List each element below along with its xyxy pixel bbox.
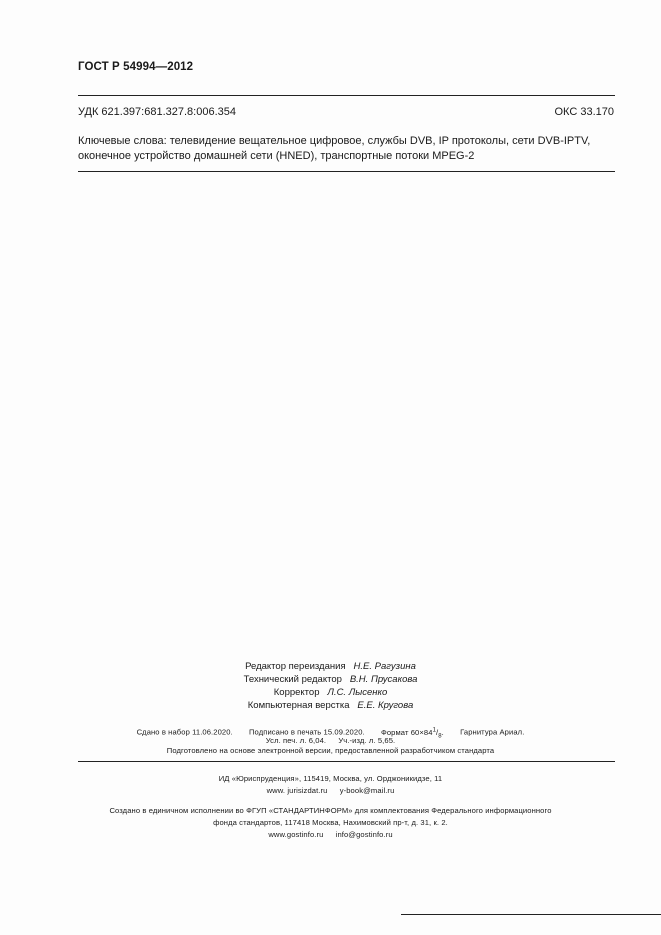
imprint-set-date: Сдано в набор 11.06.2020. <box>136 727 233 737</box>
standard-number: ГОСТ Р 54994—2012 <box>78 61 194 73</box>
credit-name: Н.Е. Рагузина <box>353 661 416 672</box>
producer-line-2: фонда стандартов, 117418 Москва, Нахимовский пр-т, д. 31, к. 2. <box>213 818 448 827</box>
imprint-pub-sheets: Уч.-изд. л. 5,65. <box>338 736 396 745</box>
producer-site-link[interactable]: www.gostinfo.ru <box>268 830 324 839</box>
credits-editor <box>0 660 661 673</box>
imprint-divider <box>78 761 615 762</box>
credits-tech-editor <box>0 673 661 686</box>
keywords-divider <box>78 171 615 172</box>
producer-line-1: Создано в единичном исполнении во ФГУП «СТАНДАРТИНФОРМ» для комплектования Федерального информационного <box>109 806 552 815</box>
credit-role: Редактор переиздания <box>245 661 346 672</box>
header-divider <box>78 95 615 96</box>
credit-role: Технический редактор <box>243 674 342 685</box>
publisher-site-link[interactable]: www. jurisizdat.ru <box>266 786 328 795</box>
credits-corrector <box>0 686 661 699</box>
credit-name: Е.Е. Кругова <box>357 700 414 711</box>
imprint-format: Формат $60\times 84^1/_8$. <box>380 727 444 740</box>
keywords-line-1: Ключевые слова: телевидение вещательное цифровое, службы DVB, IP протоколы, сети DVB-IPTV, <box>78 135 591 147</box>
producer-contacts <box>0 828 661 841</box>
oks-code: ОКС 33.170 <box>554 106 614 118</box>
imprint-prepared: Подготовлено на основе электронной версии, предоставленной разработчиком стандарта <box>166 746 495 755</box>
credits-layout <box>0 699 661 712</box>
credit-name: Л.С. Лысенко <box>327 687 388 698</box>
keywords-line-2: оконечное устройство домашней сети (HNED), транспортные потоки MPEG-2 <box>78 150 475 162</box>
publisher-contacts <box>0 784 661 797</box>
producer-email-link[interactable]: info@gostinfo.ru <box>335 830 393 839</box>
credit-name: В.Н. Прусакова <box>349 674 418 685</box>
publisher-line-1: ИД «Юриспруденция», 115419, Москва, ул. Орджоникидзе, 11 <box>218 774 443 783</box>
udk-code: УДК 621.397:681.327.8:006.354 <box>78 106 236 118</box>
imprint-typeface: Гарнитура Ариал. <box>460 727 525 737</box>
keywords <box>78 134 615 164</box>
imprint-print-sheets: Усл. печ. л. 6,04. <box>265 736 327 745</box>
imprint-signed-date: Подписано в печать 15.09.2020. <box>248 727 365 737</box>
footer-divider <box>401 914 661 915</box>
publisher-email-link[interactable]: y-book@mail.ru <box>339 786 395 795</box>
credit-role: Корректор <box>273 687 320 698</box>
credit-role: Компьютерная верстка <box>247 700 350 711</box>
